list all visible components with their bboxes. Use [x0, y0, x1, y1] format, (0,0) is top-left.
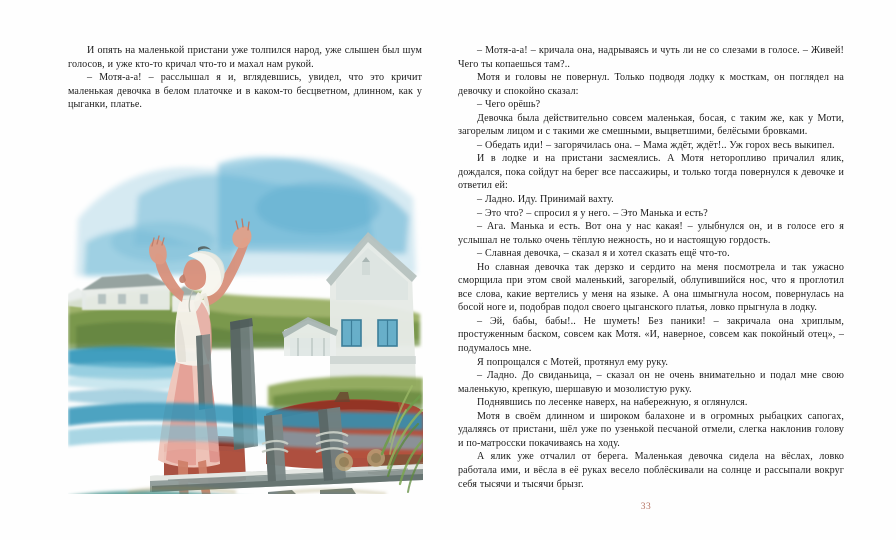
page-number: 33: [640, 502, 652, 512]
right-page-text-block: [458, 44, 844, 491]
paragraph: – Чего орёшь?: [477, 99, 541, 111]
paragraph: Мотя в своём длинном и широком балахоне и в огромных рыбацких сапогах, удаляясь от пристани, шёл уже по узенькой песчаной отмели, слегка наклонив голову и по-матросски покачиваясь на ходу.: [458, 410, 844, 449]
paragraph: – Эй, бабы, бабы!.. Не шуметь! Без паники! – закричала она хриплым, простуженным баском, совсем как Мотя. «И, наверное, совсем как покойный отец», – подумалось мне.: [458, 315, 844, 355]
paragraph: А ялик уже отчалил от берега. Маленькая девочка сидела на вёслах, ловко работала ими, и вёсла в её руках весело поблёскивали на солнце и рассыпали вокруг себя тысячи и тысячи брызг.: [458, 451, 844, 490]
paragraph: – Ладно. Иду. Принимай вахту.: [477, 194, 614, 206]
paragraph: Но славная девочка так дерзко и сердито на меня посмотрела и так ужасно сморщила при этом свой маленький, загорелый, облупившийся нос, что я проглотил все слова, какие вертелись у меня на языке. А она шмыгнула носом, повернулась на босой ноге и, подобрав подол своего цыганского платья, ловко прыгнула в лодку.: [458, 261, 844, 314]
paragraph: И в лодке и на пристани засмеялись. А Мотя неторопливо причалил ялик, дождался, пока сойдут на берег все пассажиры, и только тогда повернулся к девочке и ответил ей:: [458, 153, 844, 192]
watercolor-illustration: [68, 124, 423, 494]
paragraph: – Ладно. До свиданьица, – сказал он не очень внимательно и подал мне свою маленькую, крепкую, шершавую и мозолистую руку.: [458, 370, 844, 395]
paragraph: – Славная девочка, – сказал я и хотел сказать ещё что-то.: [477, 248, 730, 260]
paragraph: – Мотя-а-а! – расслышал я и, вглядевшись, увидел, что это кричит маленькая девочка в белом платочке и в каком-то бесцветном, длинном, как у цыганки, платье.: [68, 72, 422, 111]
paragraph: И опять на маленькой пристани уже толпился народ, уже слышен был шум голосов, и уже кто-то кричал что-то и махал нам рукой.: [68, 45, 422, 70]
right-page: [448, 0, 896, 540]
paragraph: Мотя и головы не повернул. Только подводя лодку к мосткам, он поглядел на девочку и спокойно сказал:: [458, 72, 844, 97]
illustration-canvas: [68, 124, 423, 494]
piling-short-left: [196, 334, 213, 410]
paragraph: – Мотя-а-а! – кричала она, надрываясь и чуть ли не со слезами в голосе. – Живей! Чего ты копаешься там?..: [458, 45, 844, 70]
paragraph: – Ага. Манька и есть. Вот она у нас какая! – улыбнулся он, и в голосе его я услышал не только очень тёплую нежность, но и настоящую гордость.: [458, 221, 844, 246]
paragraph: – Это что? – спросил я у него. – Это Манька и есть?: [477, 207, 708, 219]
paragraph: Девочка была действительно совсем маленькая, босая, с таким же, как у Моти, загорелым лицом и с такими же смешными, выцветшими, белёсыми бровками.: [458, 112, 844, 138]
paragraph: Я попрощался с Мотей, протянул ему руку.: [477, 356, 669, 368]
paragraph: Поднявшись по лесенке наверх, на набережную, я оглянулся.: [477, 397, 748, 409]
left-page-text-block: [68, 44, 422, 112]
paragraph: – Обедать иди! – загорячилась она. – Мама ждёт, ждёт!.. Уж горох весь выкипел.: [477, 139, 835, 151]
